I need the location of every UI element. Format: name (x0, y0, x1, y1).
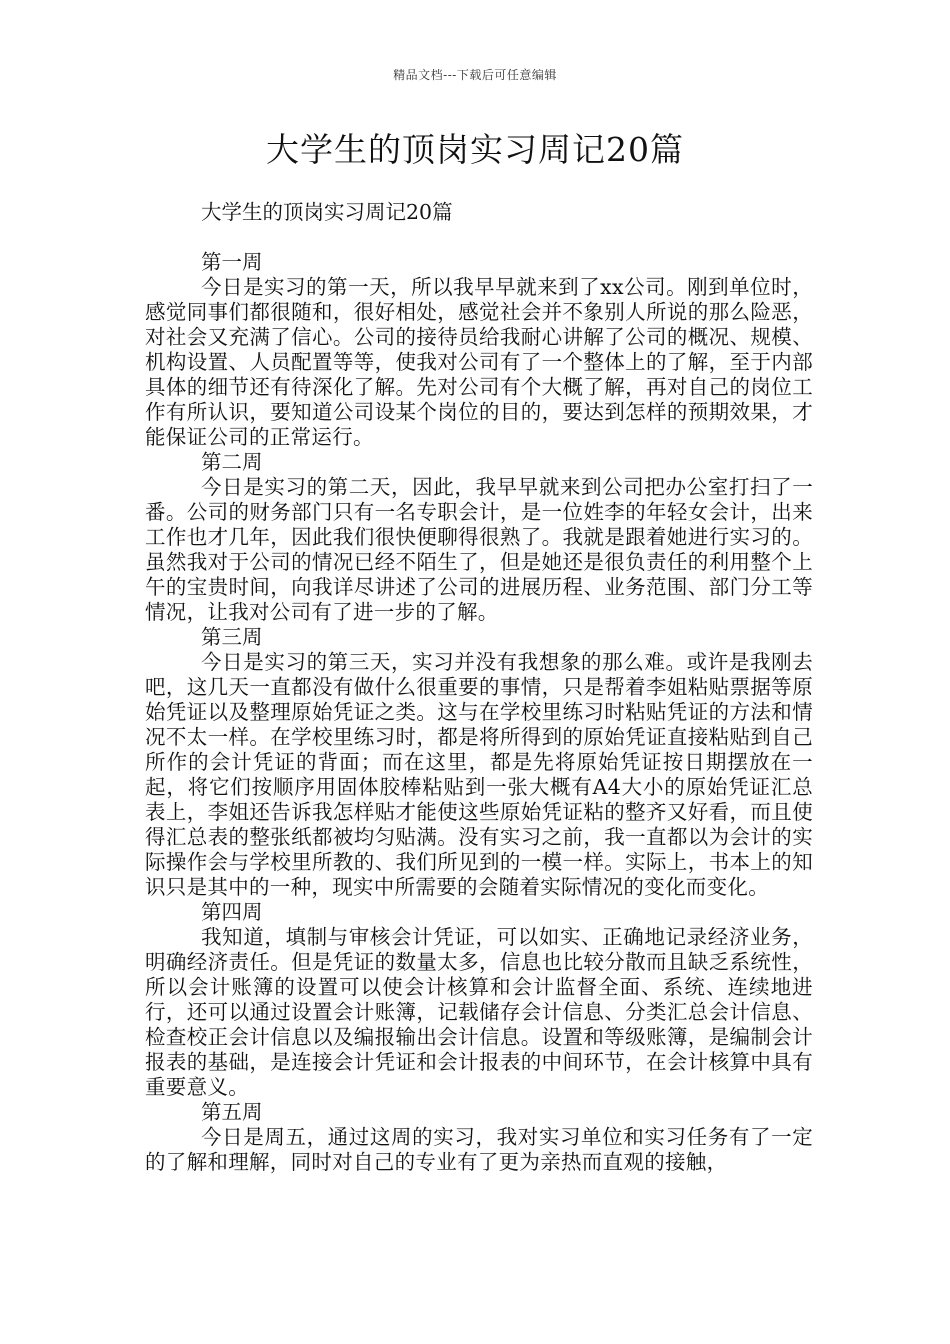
week-paragraph: 今日是实习的第二天，因此，我早早就来到公司把办公室打扫了一番。公司的财务部门只有一名专职会计，是一位姓李的年轻女会计，出来工作也才几年，因此我们很快便聊得很熟了。我就是跟着她进行实习的。虽然我对于公司的情况已经不陌生了，但是她还是很负责任的利用整个上午的宝贵时间，向我详尽讲述了公司的进展历程、业务范围、部门分工等情况，让我对公司有了进一步的了解。 (145, 475, 813, 624)
week-paragraph: 今日是实习的第一天，所以我早早就来到了xx公司。刚到单位时，感觉同事们都很随和，很好相处，感觉社会并不象别人所说的那么险恶，对社会又充满了信心。公司的接待员给我耐心讲解了公司的概况、规模、机构设置、人员配置等等，使我对公司有了一个整体上的了解，至于内部具体的细节还有待深化了解。先对公司有个大概了解，再对自己的岗位工作有所认识，要知道公司设某个岗位的目的，要达到怎样的预期效果，才能保证公司的正常运行。 (145, 275, 813, 449)
week-heading: 第五周 (201, 1100, 263, 1124)
week-section-3 (145, 625, 813, 900)
week-section-5 (145, 1100, 813, 1175)
week-section-1 (145, 250, 813, 450)
week-section-2 (145, 450, 813, 625)
document-body (145, 200, 813, 1175)
week-paragraph: 今日是周五，通过这周的实习，我对实习单位和实习任务有了一定的了解和理解，同时对自己的专业有了更为亲热而直观的接触， (145, 1125, 813, 1174)
week-heading: 第二周 (201, 450, 263, 474)
document-header-note: 精品文档---下载后可任意编辑 (393, 68, 557, 82)
week-heading: 第一周 (201, 250, 263, 274)
week-heading: 第三周 (201, 625, 263, 649)
document-title: 大学生的顶岗实习周记20篇 (266, 130, 684, 169)
document-subtitle: 大学生的顶岗实习周记20篇 (201, 200, 453, 224)
week-heading: 第四周 (201, 900, 263, 924)
week-paragraph: 我知道，填制与审核会计凭证，可以如实、正确地记录经济业务，明确经济责任。但是凭证的数量太多，信息也比较分散而且缺乏系统性，所以会计账簿的设置可以使会计核算和会计监督全面、系统、连续地进行，还可以通过设置会计账簿，记载储存会计信息、分类汇总会计信息、检查校正会计信息以及编报输出会计信息。设置和等级账簿，是编制会计报表的基础，是连接会计凭证和会计报表的中间环节，在会计核算中具有重要意义。 (145, 925, 813, 1099)
week-section-4 (145, 900, 813, 1100)
week-paragraph: 今日是实习的第三天，实习并没有我想象的那么难。或许是我刚去吧，这几天一直都没有做什么很重要的事情，只是帮着李姐粘贴票据等原始凭证以及整理原始凭证之类。这与在学校里练习时粘贴凭证的方法和情况不太一样。在学校里练习时，都是将所得到的原始凭证直接粘贴到自己所作的会计凭证的背面；而在这里，都是先将原始凭证按日期摆放在一起，将它们按顺序用固体胶棒粘贴到一张大概有A4大小的原始凭证汇总表上，李姐还告诉我怎样贴才能使这些原始凭证粘的整齐又好看，而且使得汇总表的整张纸都被均匀贴满。没有实习之前，我一直都以为会计的实际操作会与学校里所教的、我们所见到的一模一样。实际上，书本上的知识只是其中的一种，现实中所需要的会随着实际情况的变化而变化。 (145, 650, 813, 899)
